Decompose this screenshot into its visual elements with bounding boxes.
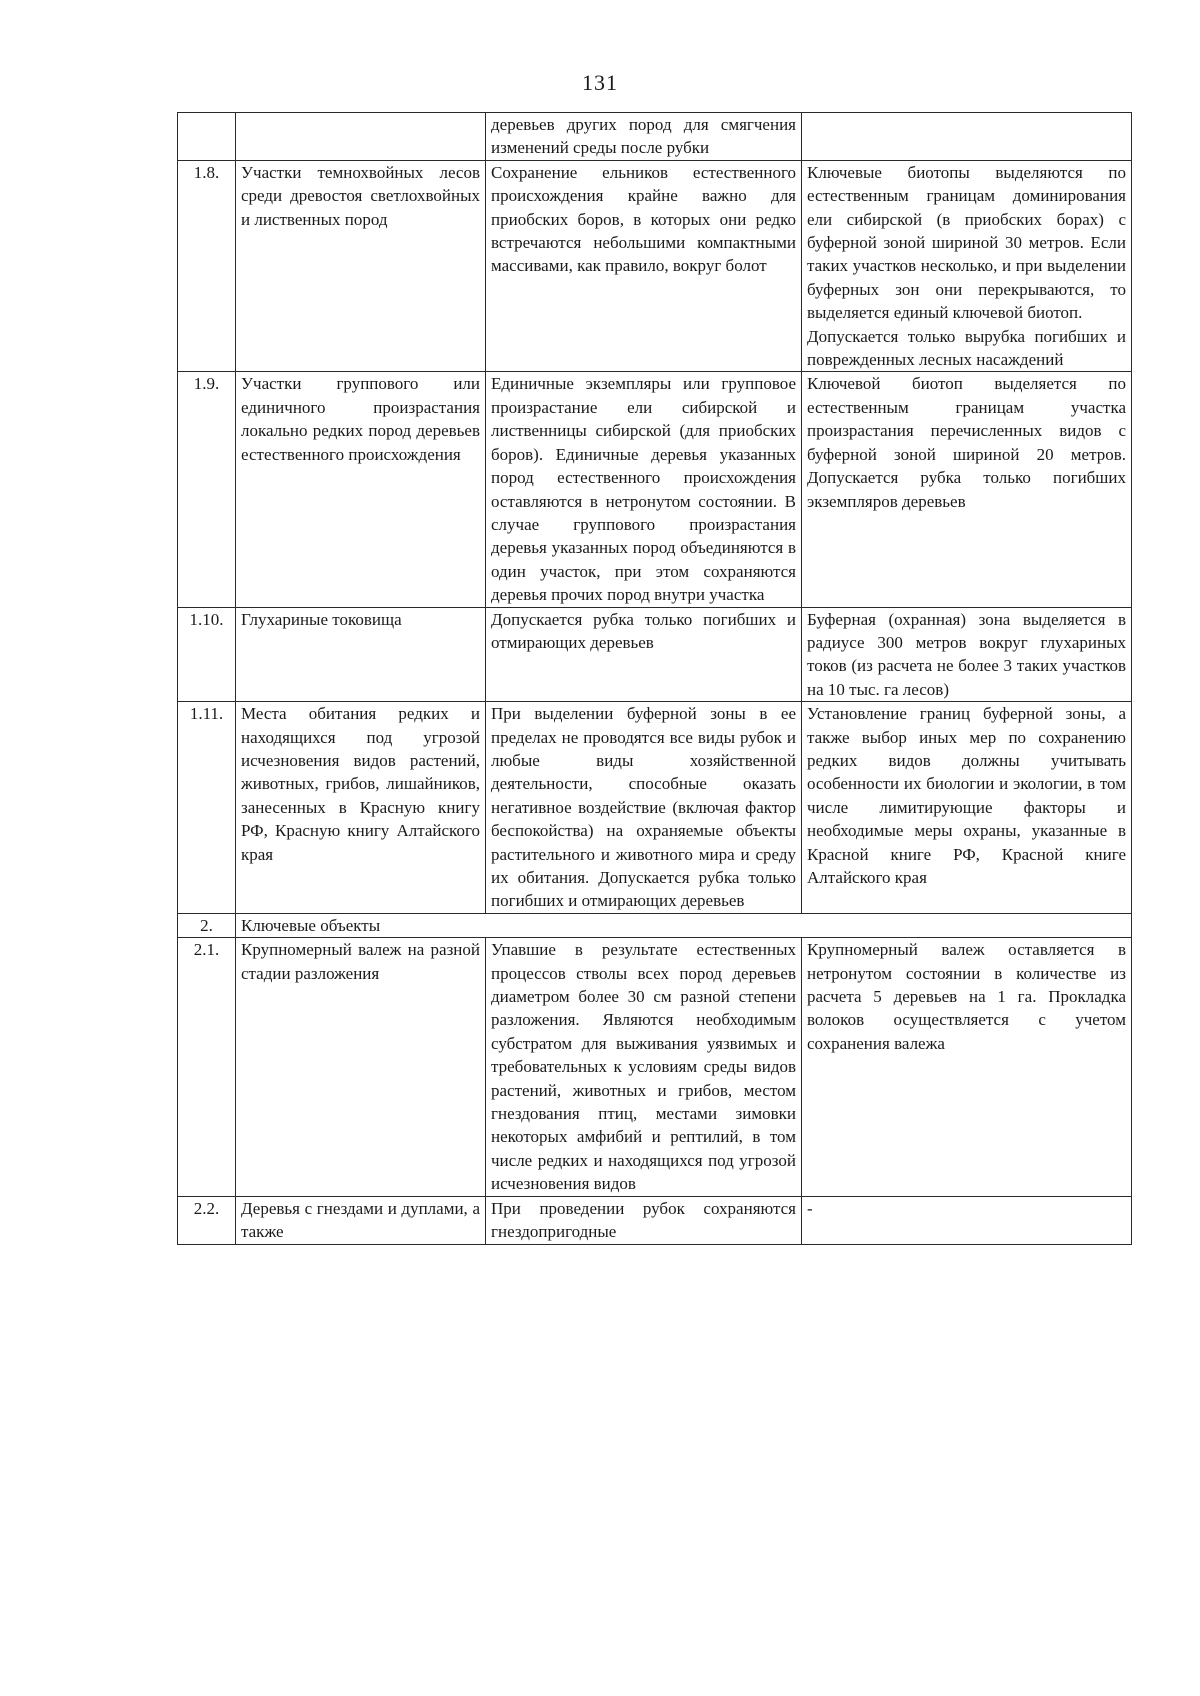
- table-row: [178, 160, 1132, 372]
- row-number: 1.8.: [178, 160, 236, 372]
- row-name: Глухариные токовища: [236, 607, 486, 702]
- row-note-second-paragraph: Допускается только вырубка погибших и поврежденных лесных насаждений: [807, 326, 1126, 370]
- row-number: [178, 113, 236, 161]
- row-name: Участки темнохвойных лесов среди древостоя светлохвойных и лиственных пород: [236, 160, 486, 372]
- section-row: [178, 913, 1132, 937]
- row-description: Упавшие в результате естественных процессов стволы всех пород деревьев диаметром более 30 см разной степени разложения. Являются необходимым субстратом для выживания уязвимых и требовательных к условиям среды видов растений, животных и грибов, местом гнездования птиц, местами зимовки некоторых амфибий и рептилий, в том числе редких и находящихся под угрозой исчезновения видов: [486, 938, 802, 1196]
- row-note-cell: [802, 160, 1132, 372]
- row-description: Допускается рубка только погибших и отмирающих деревьев: [486, 607, 802, 702]
- table-row: [178, 607, 1132, 702]
- section-number: 2.: [178, 913, 236, 937]
- row-name: [236, 113, 486, 161]
- row-description: Единичные экземпляры или групповое произрастание ели сибирской и лиственницы сибирской (для приобских боров). Единичные деревья указанных пород естественного происхождения оставляются в нетронутом состоянии. В случае группового произрастания деревья указанных пород объединяются в один участок, при этом сохраняются деревья прочих пород внутри участка: [486, 372, 802, 607]
- row-description: При выделении буферной зоны в ее пределах не проводятся все виды рубок и любые виды хозяйственной деятельности, способные оказать негативное воздействие (включая фактор беспокойства) на охраняемые объекты растительного и животного мира и среду их обитания. Допускается рубка только погибших и отмирающих деревьев: [486, 702, 802, 914]
- row-note: Крупномерный валеж оставляется в нетронутом состоянии в количестве из расчета 5 деревьев на 1 га. Прокладка волоков осуществляется с учетом сохранения валежа: [802, 938, 1132, 1196]
- table-row: [178, 938, 1132, 1196]
- row-name: Участки группового или единичного произрастания локально редких пород деревьев естественного происхождения: [236, 372, 486, 607]
- table-row: [178, 372, 1132, 607]
- row-description: деревьев других пород для смягчения изменений среды после рубки: [486, 113, 802, 161]
- row-note: Ключевой биотоп выделяется по естественным границам участка произрастания перечисленных видов с буферной зоной шириной 20 метров. Допускается рубка только погибших экземпляров деревьев: [802, 372, 1132, 607]
- row-note: [802, 113, 1132, 161]
- row-description: При проведении рубок сохраняются гнездопригодные: [486, 1196, 802, 1244]
- row-number: 2.2.: [178, 1196, 236, 1244]
- table-row: [178, 113, 1132, 161]
- row-note: Установление границ буферной зоны, а также выбор иных мер по сохранению редких видов должны учитывать особенности их биологии и экологии, в том числе лимитирующие факторы и необходимые меры охраны, указанные в Красной книге РФ, Красной книге Алтайского края: [802, 702, 1132, 914]
- section-title: Ключевые объекты: [236, 913, 1132, 937]
- row-name: Места обитания редких и находящихся под угрозой исчезновения видов растений, животных, грибов, лишайников, занесенных в Красную книгу РФ, Красную книгу Алтайского края: [236, 702, 486, 914]
- row-note: Ключевые биотопы выделяются по естественным границам доминирования ели сибирской (в приобских борах) с буферной зоной шириной 30 метров. Если таких участков несколько, и при выделении буферных зон они перекрываются, то выделяется единый ключевой биотоп.: [807, 162, 1126, 323]
- table-row: [178, 702, 1132, 914]
- table-row: [178, 1196, 1132, 1244]
- row-description: Сохранение ельников естественного происхождения крайне важно для приобских боров, в которых они редко встречаются небольшими компактными массивами, как правило, вокруг болот: [486, 160, 802, 372]
- row-note: Буферная (охранная) зона выделяется в радиусе 300 метров вокруг глухариных токов (из расчета не более 3 таких участков на 10 тыс. га лесов): [802, 607, 1132, 702]
- page-number: 131: [582, 70, 618, 95]
- row-number: 2.1.: [178, 938, 236, 1196]
- row-number: 1.9.: [178, 372, 236, 607]
- row-number: 1.11.: [178, 702, 236, 914]
- row-number: 1.10.: [178, 607, 236, 702]
- row-note: -: [802, 1196, 1132, 1244]
- row-name: Крупномерный валеж на разной стадии разложения: [236, 938, 486, 1196]
- row-name: Деревья с гнездами и дуплами, а также: [236, 1196, 486, 1244]
- key-biotopes-table: [177, 112, 1132, 1245]
